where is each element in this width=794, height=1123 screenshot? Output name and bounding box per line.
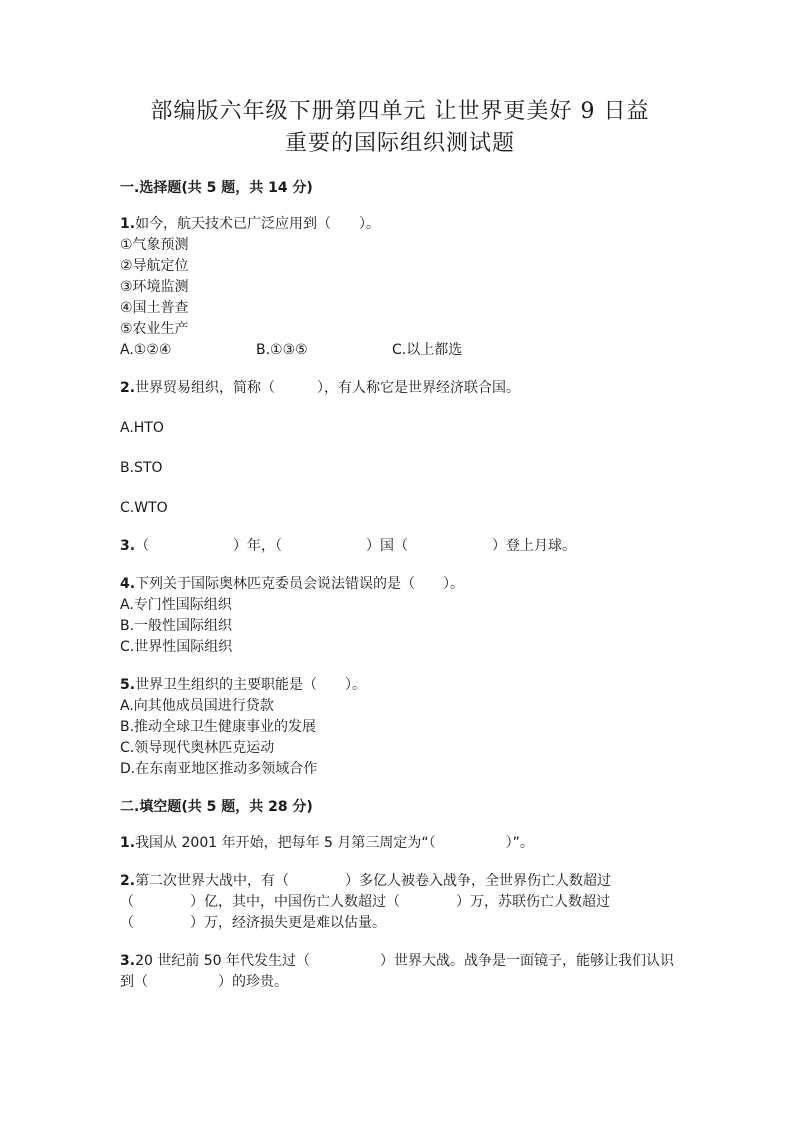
choice-question-5 xyxy=(120,675,680,780)
question-text xyxy=(120,951,680,993)
statement-item: ①气象预测 xyxy=(120,237,189,253)
answer-option-b[interactable]: B.STO xyxy=(120,460,163,476)
fill-question-2 xyxy=(120,871,680,934)
question-number: 5. xyxy=(120,677,136,693)
statement-item: ⑤农业生产 xyxy=(120,321,189,337)
choice-question-3 xyxy=(120,536,680,557)
answer-option-b[interactable]: B.一般性国际组织 xyxy=(120,618,233,634)
answer-option-c[interactable]: C.领导现代奥林匹克运动 xyxy=(120,740,275,756)
question-text xyxy=(120,675,680,696)
choice-question-4 xyxy=(120,574,680,658)
answer-option-a[interactable]: A.①②④ xyxy=(120,342,172,358)
question-text xyxy=(120,574,680,595)
question-text xyxy=(120,378,680,399)
answer-options xyxy=(120,418,680,519)
section-title-choice: 一.选择题(共 5 题，共 14 分) xyxy=(120,180,313,196)
answer-option-a[interactable]: A.HTO xyxy=(120,420,164,436)
question-number: 1. xyxy=(120,216,136,232)
answer-option-b[interactable]: B.推动全球卫生健康事业的发展 xyxy=(120,719,317,735)
question-number: 2. xyxy=(120,873,136,889)
section-title-fill: 二.填空题(共 5 题，共 28 分) xyxy=(120,799,313,815)
answer-option-c[interactable]: C.以上都选 xyxy=(392,342,463,358)
question-number: 3. xyxy=(120,538,136,554)
question-stem: 我国从 2001 年开始，把每年 5 月第三周定为“（ ）”。 xyxy=(135,835,534,851)
question-stem: （ ）年，（ ）国（ ）登上月球。 xyxy=(135,538,577,554)
answer-option-a[interactable]: A.向其他成员国进行贷款 xyxy=(120,698,274,714)
question-stem: 第二次世界大战中，有（ ）多亿人被卷入战争，全世界伤亡人数超过（ ）亿，其中，中国伤亡人数超过（ ）万，苏联伤亡人数超过（ ）万，经济损失更是难以估量。 xyxy=(120,873,612,931)
statement-item: ②导航定位 xyxy=(120,258,189,274)
answer-options-row xyxy=(120,340,680,361)
question-stem: 如今，航天技术已广泛应用到（ ）。 xyxy=(135,216,381,232)
question-stem: 世界卫生组织的主要职能是（ ）。 xyxy=(135,677,367,693)
answer-option-a[interactable]: A.专门性国际组织 xyxy=(120,597,232,613)
answer-option-d[interactable]: D.在东南亚地区推动多领域合作 xyxy=(120,761,318,777)
question-number: 4. xyxy=(120,576,136,592)
page-title-line-1: 部编版六年级下册第四单元 让世界更美好 9 日益 xyxy=(150,99,650,124)
worksheet-page xyxy=(120,96,680,1010)
choice-question-1 xyxy=(120,214,680,361)
fill-question-3 xyxy=(120,951,680,993)
statement-item: ③环境监测 xyxy=(120,279,189,295)
question-number: 3. xyxy=(120,953,136,969)
question-stem: 世界贸易组织，简称（ ），有人称它是世界经济联合国。 xyxy=(135,380,521,396)
answer-option-c[interactable]: C.世界性国际组织 xyxy=(120,639,233,655)
question-text xyxy=(120,536,680,557)
statement-item: ④国土普查 xyxy=(120,300,189,316)
question-stem: 20 世纪前 50 年代发生过（ ）世界大战。战争是一面镜子，能够让我们认识到（ ）的珍贵。 xyxy=(120,953,675,990)
page-title-line-2: 重要的国际组织测试题 xyxy=(284,131,515,156)
page-title xyxy=(120,96,680,160)
question-number: 2. xyxy=(120,380,136,396)
question-number: 1. xyxy=(120,835,136,851)
choice-question-2 xyxy=(120,378,680,519)
question-text xyxy=(120,871,680,934)
answer-option-b[interactable]: B.①③⑤ xyxy=(256,342,308,358)
fill-question-1 xyxy=(120,833,680,854)
question-text xyxy=(120,833,680,854)
question-stem: 下列关于国际奥林匹克委员会说法错误的是（ ）。 xyxy=(135,576,465,592)
question-text xyxy=(120,214,680,235)
answer-option-c[interactable]: C.WTO xyxy=(120,500,168,516)
